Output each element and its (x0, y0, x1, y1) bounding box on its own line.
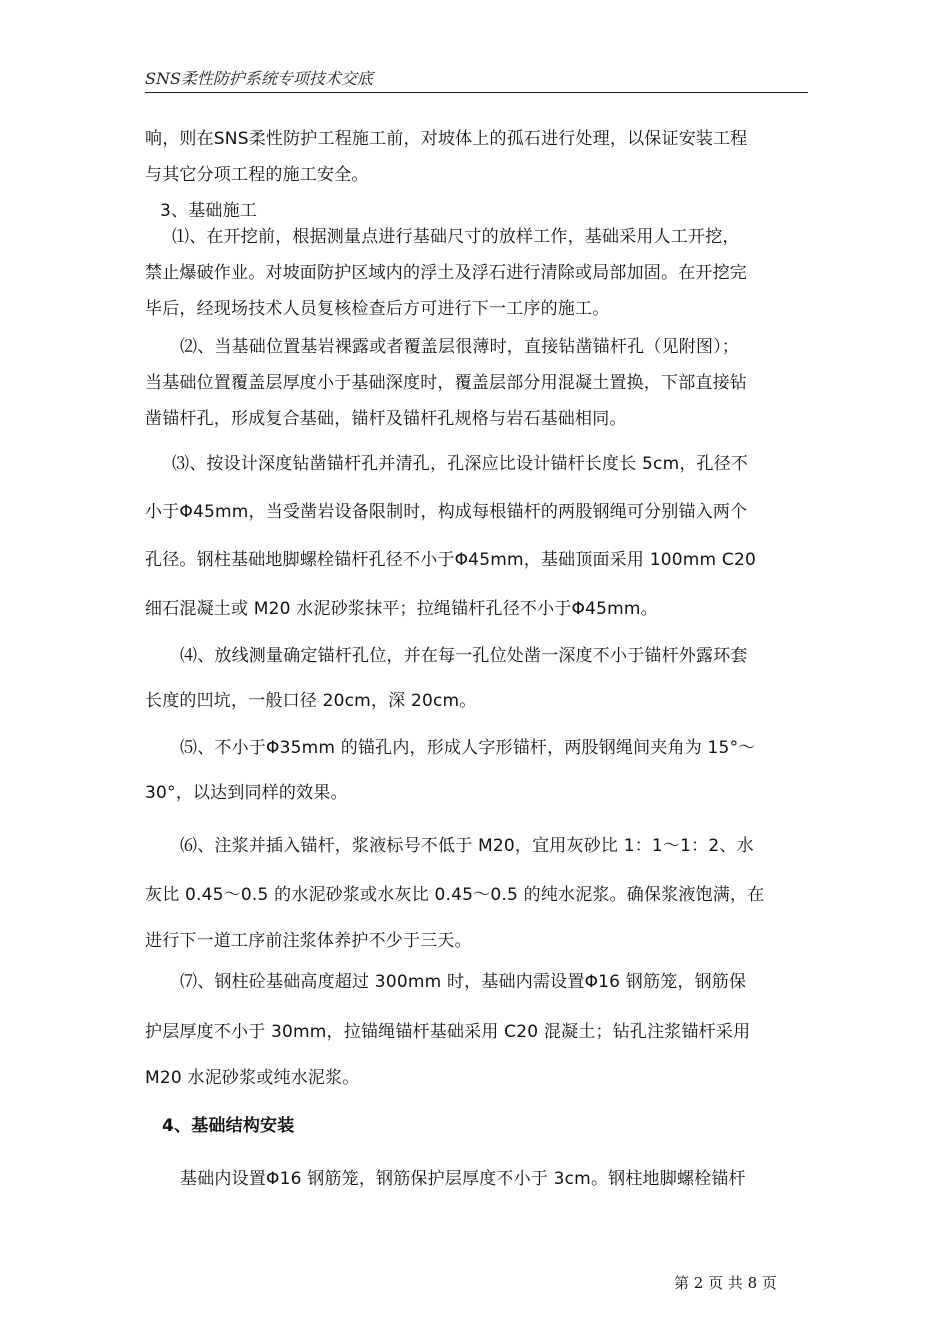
text-line: 凿锚杆孔，形成复合基础，锚杆及锚杆孔规格与岩石基础相同。 (145, 409, 627, 429)
text-line: 灰比 0.45～0.5 的水泥砂浆或水灰比 0.45～0.5 的纯水泥浆。确保浆液饱满，在 (145, 885, 765, 905)
text-line: ⑵、当基础位置基岩裸露或者覆盖层很薄时，直接钻凿锚杆孔（见附图）； (180, 337, 740, 357)
text-line: 与其它分项工程的施工安全。 (145, 165, 369, 185)
text-line: 禁止爆破作业。对坡面防护区域内的浮土及浮石进行清除或局部加固。在开挖完 (145, 263, 747, 283)
text-line: ⑺、钢柱砼基础高度超过 300mm 时，基础内需设置Φ16 钢筋笼，钢筋保 (180, 972, 747, 992)
text-line: 长度的凹坑，一般口径 20cm，深 20cm。 (145, 691, 477, 711)
text-line: 毕后，经现场技术人员复核检查后方可进行下一工序的施工。 (145, 299, 610, 319)
text-line: ⑷、放线测量确定锚杆孔位，并在每一孔位处凿一深度不小于锚杆外露环套 (180, 646, 748, 666)
text-line: 响，则在SNS柔性防护工程施工前，对坡体上的孤石进行处理，以保证安装工程 (145, 129, 748, 149)
section-heading: 4、基础结构安装 (162, 1116, 295, 1136)
text-line: 小于Φ45mm，当受凿岩设备限制时，构成每根锚杆的两股钢绳可分别锚入两个 (145, 502, 748, 522)
text-line: ⑸、不小于Φ35mm 的锚孔内，形成人字形锚杆，两股钢绳间夹角为 15°～ (180, 738, 756, 758)
text-line: 当基础位置覆盖层厚度小于基础深度时，覆盖层部分用混凝土置换，下部直接钻 (145, 373, 747, 393)
text-line: 细石混凝土或 M20 水泥砂浆抹平；拉绳锚杆孔径不小于Φ45mm。 (145, 599, 658, 619)
text-line: 进行下一道工序前注浆体养护不少于三天。 (145, 931, 472, 951)
text-line: 孔径。钢柱基础地脚螺栓锚杆孔径不小于Φ45mm，基础顶面采用 100mm C20 (145, 550, 757, 570)
text-line: ⑴、在开挖前，根据测量点进行基础尺寸的放样工作，基础采用人工开挖， (172, 227, 740, 247)
text-line: ⑶、按设计深度钻凿锚杆孔并清孔，孔深应比设计锚杆长度长 5cm，孔径不 (172, 454, 749, 474)
header-title: SNS柔性防护系统专项技术交底 (145, 69, 373, 88)
page-header (145, 64, 808, 93)
page-number: 第 2 页 共 8 页 (674, 1274, 777, 1292)
text-line: ⑹、注浆并插入锚杆，浆液标号不低于 M20，宜用灰砂比 1：1～1：2、水 (180, 836, 754, 856)
text-line: 基础内设置Φ16 钢筋笼，钢筋保护层厚度不小于 3cm。钢柱地脚螺栓锚杆 (180, 1169, 746, 1189)
text-line: 30°，以达到同样的效果。 (145, 783, 348, 803)
text-line: M20 水泥砂浆或纯水泥浆。 (145, 1068, 360, 1088)
text-line: 护层厚度不小于 30mm，拉锚绳锚杆基础采用 C20 混凝土；钻孔注浆锚杆采用 (145, 1022, 751, 1042)
section-heading: 3、基础施工 (160, 201, 258, 221)
